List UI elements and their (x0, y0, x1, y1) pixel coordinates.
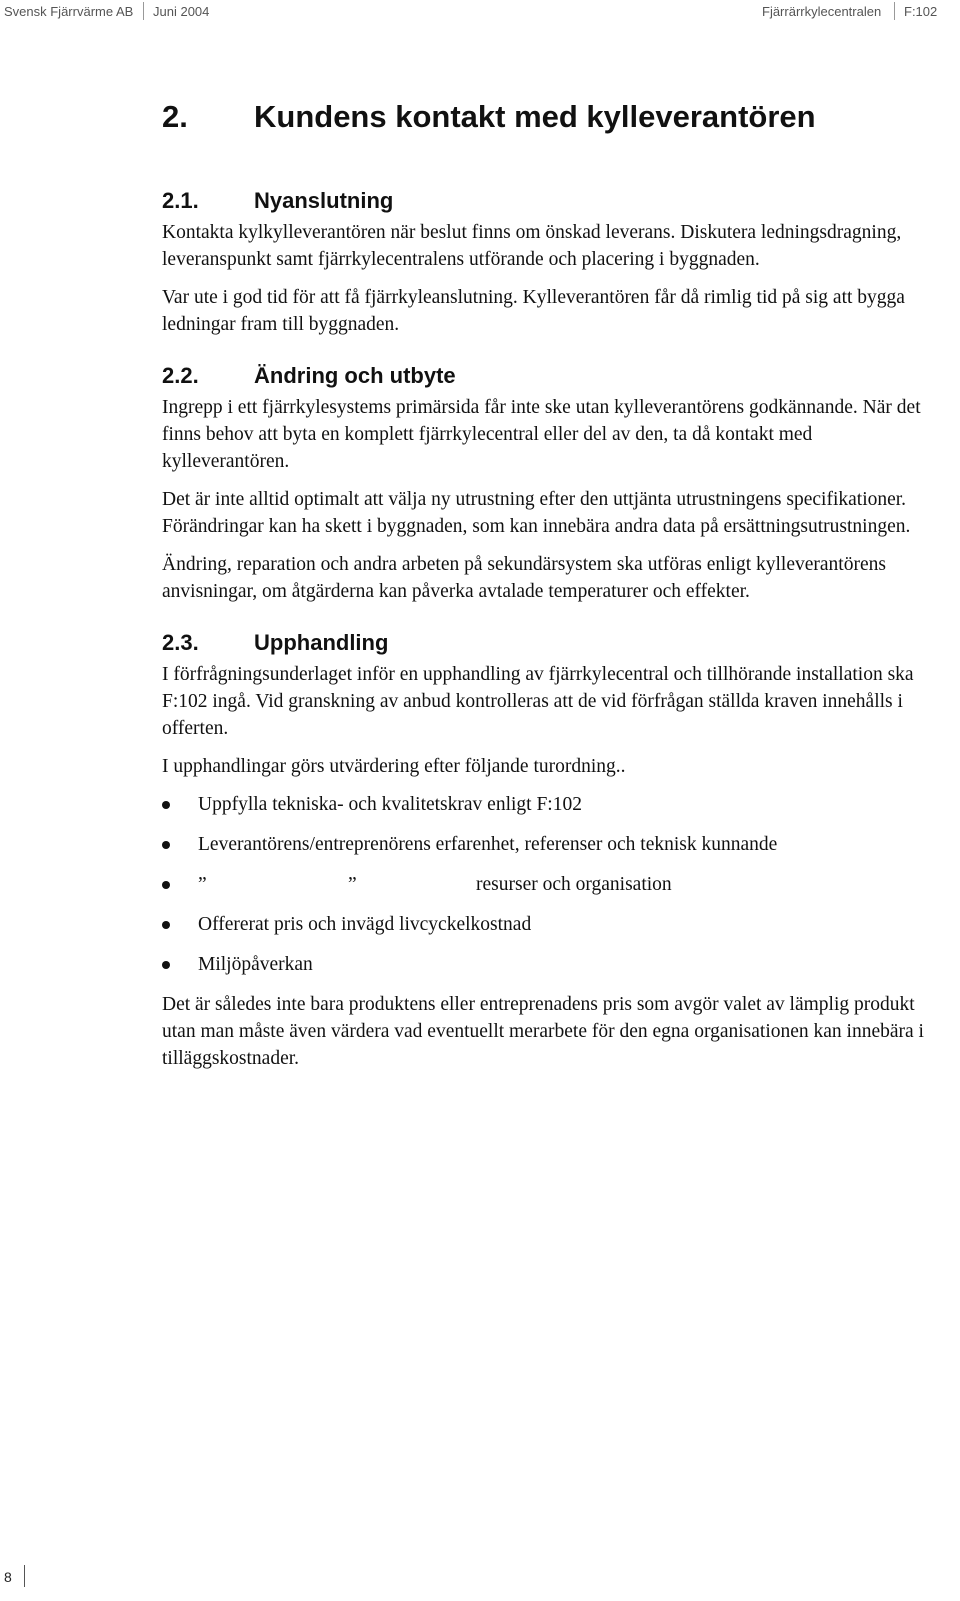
list-item-text: Leverantörens/entreprenörens erfarenhet, referenser och teknisk kunnande (198, 834, 778, 855)
section-title: Ändring och utbyte (254, 363, 456, 388)
bullet-icon (162, 921, 170, 929)
chapter-heading (162, 95, 942, 139)
bullet-icon (162, 961, 170, 969)
list-item (162, 871, 942, 898)
list-item (162, 911, 942, 938)
ditto-mark: ” (198, 874, 207, 895)
footer-divider (24, 1565, 25, 1587)
bullet-icon (162, 801, 170, 809)
list-item-text: Uppfylla tekniska- och kvalitetskrav enligt F:102 (198, 794, 582, 815)
header-divider (894, 2, 895, 20)
ditto-mark: ” (348, 874, 357, 895)
paragraph: Ingrepp i ett fjärrkylesystems primärsida får inte ske utan kylleverantörens godkännande. När det finns behov att byta en komplett fjärrkylecentral eller del av den, ta då kontakt med kylleverantören. (162, 397, 921, 472)
section-heading (162, 629, 942, 657)
page-number: 8 (4, 1569, 12, 1585)
paragraph: I upphandlingar görs utvärdering efter följande turordning.. (162, 756, 626, 777)
paragraph: I förfrågningsunderlaget inför en upphandling av fjärrkylecentral och tillhörande installation ska F:102 ingå. Vid granskning av anbud kontrolleras att de vid förfrågan ställda kraven innehålls i offerten. (162, 664, 914, 739)
bullet-icon (162, 841, 170, 849)
list-item (162, 951, 942, 978)
criteria-list (162, 791, 942, 978)
section-title: Nyanslutning (254, 188, 394, 213)
section-number: 2.2. (162, 363, 199, 388)
list-item-text: Offererat pris och invägd livcyckelkostnad (198, 914, 532, 935)
page-body (162, 95, 942, 1096)
paragraph: Var ute i god tid för att få fjärrkyleanslutning. Kylleverantören får då rimlig tid på sig att bygga ledningar fram till byggnaden. (162, 287, 905, 335)
header-divider (143, 2, 144, 20)
bullet-icon (162, 881, 170, 889)
page-header (0, 0, 960, 22)
header-doc-title: Fjärrärrkylecentralen (762, 4, 882, 19)
paragraph: Ändring, reparation och andra arbeten på sekundärsystem ska utföras enligt kylleverantörens anvisningar, om åtgärderna kan påverka avtalade temperaturer och effekter. (162, 554, 886, 602)
list-item-text: resurser och organisation (476, 874, 672, 895)
section-upphandling (162, 629, 942, 1072)
chapter-number: 2. (162, 99, 188, 134)
section-heading (162, 187, 942, 215)
section-heading (162, 362, 942, 390)
chapter-title: Kundens kontakt med kylleverantören (254, 99, 816, 134)
section-number: 2.1. (162, 188, 199, 213)
section-nyanslutning (162, 187, 942, 338)
paragraph: Det är inte alltid optimalt att välja ny utrustning efter den uttjänta utrustningens specifikationer. Förändringar kan ha skett i byggnaden, som kan innebära andra data på ersättningsutrustningen. (162, 489, 911, 537)
section-number: 2.3. (162, 630, 199, 655)
list-item (162, 791, 942, 818)
header-company: Svensk Fjärrvärme AB (4, 4, 134, 19)
header-doc-code: F:102 (904, 4, 938, 19)
header-date: Juni 2004 (153, 4, 210, 19)
list-item (162, 831, 942, 858)
paragraph: Det är således inte bara produktens eller entreprenadens pris som avgör valet av lämplig produkt utan man måste även värdera vad eventuellt merarbete för den egna organisationen kan innebära i tilläggskostnader. (162, 994, 924, 1069)
page-footer (0, 1561, 960, 1601)
list-item-text: Miljöpåverkan (198, 954, 313, 975)
paragraph: Kontakta kylkylleverantören när beslut finns om önskad leverans. Diskutera ledningsdragning, leveranspunkt samt fjärrkylecentralens utförande och placering i byggnaden. (162, 222, 902, 270)
section-andring-och-utbyte (162, 362, 942, 605)
section-title: Upphandling (254, 630, 389, 655)
